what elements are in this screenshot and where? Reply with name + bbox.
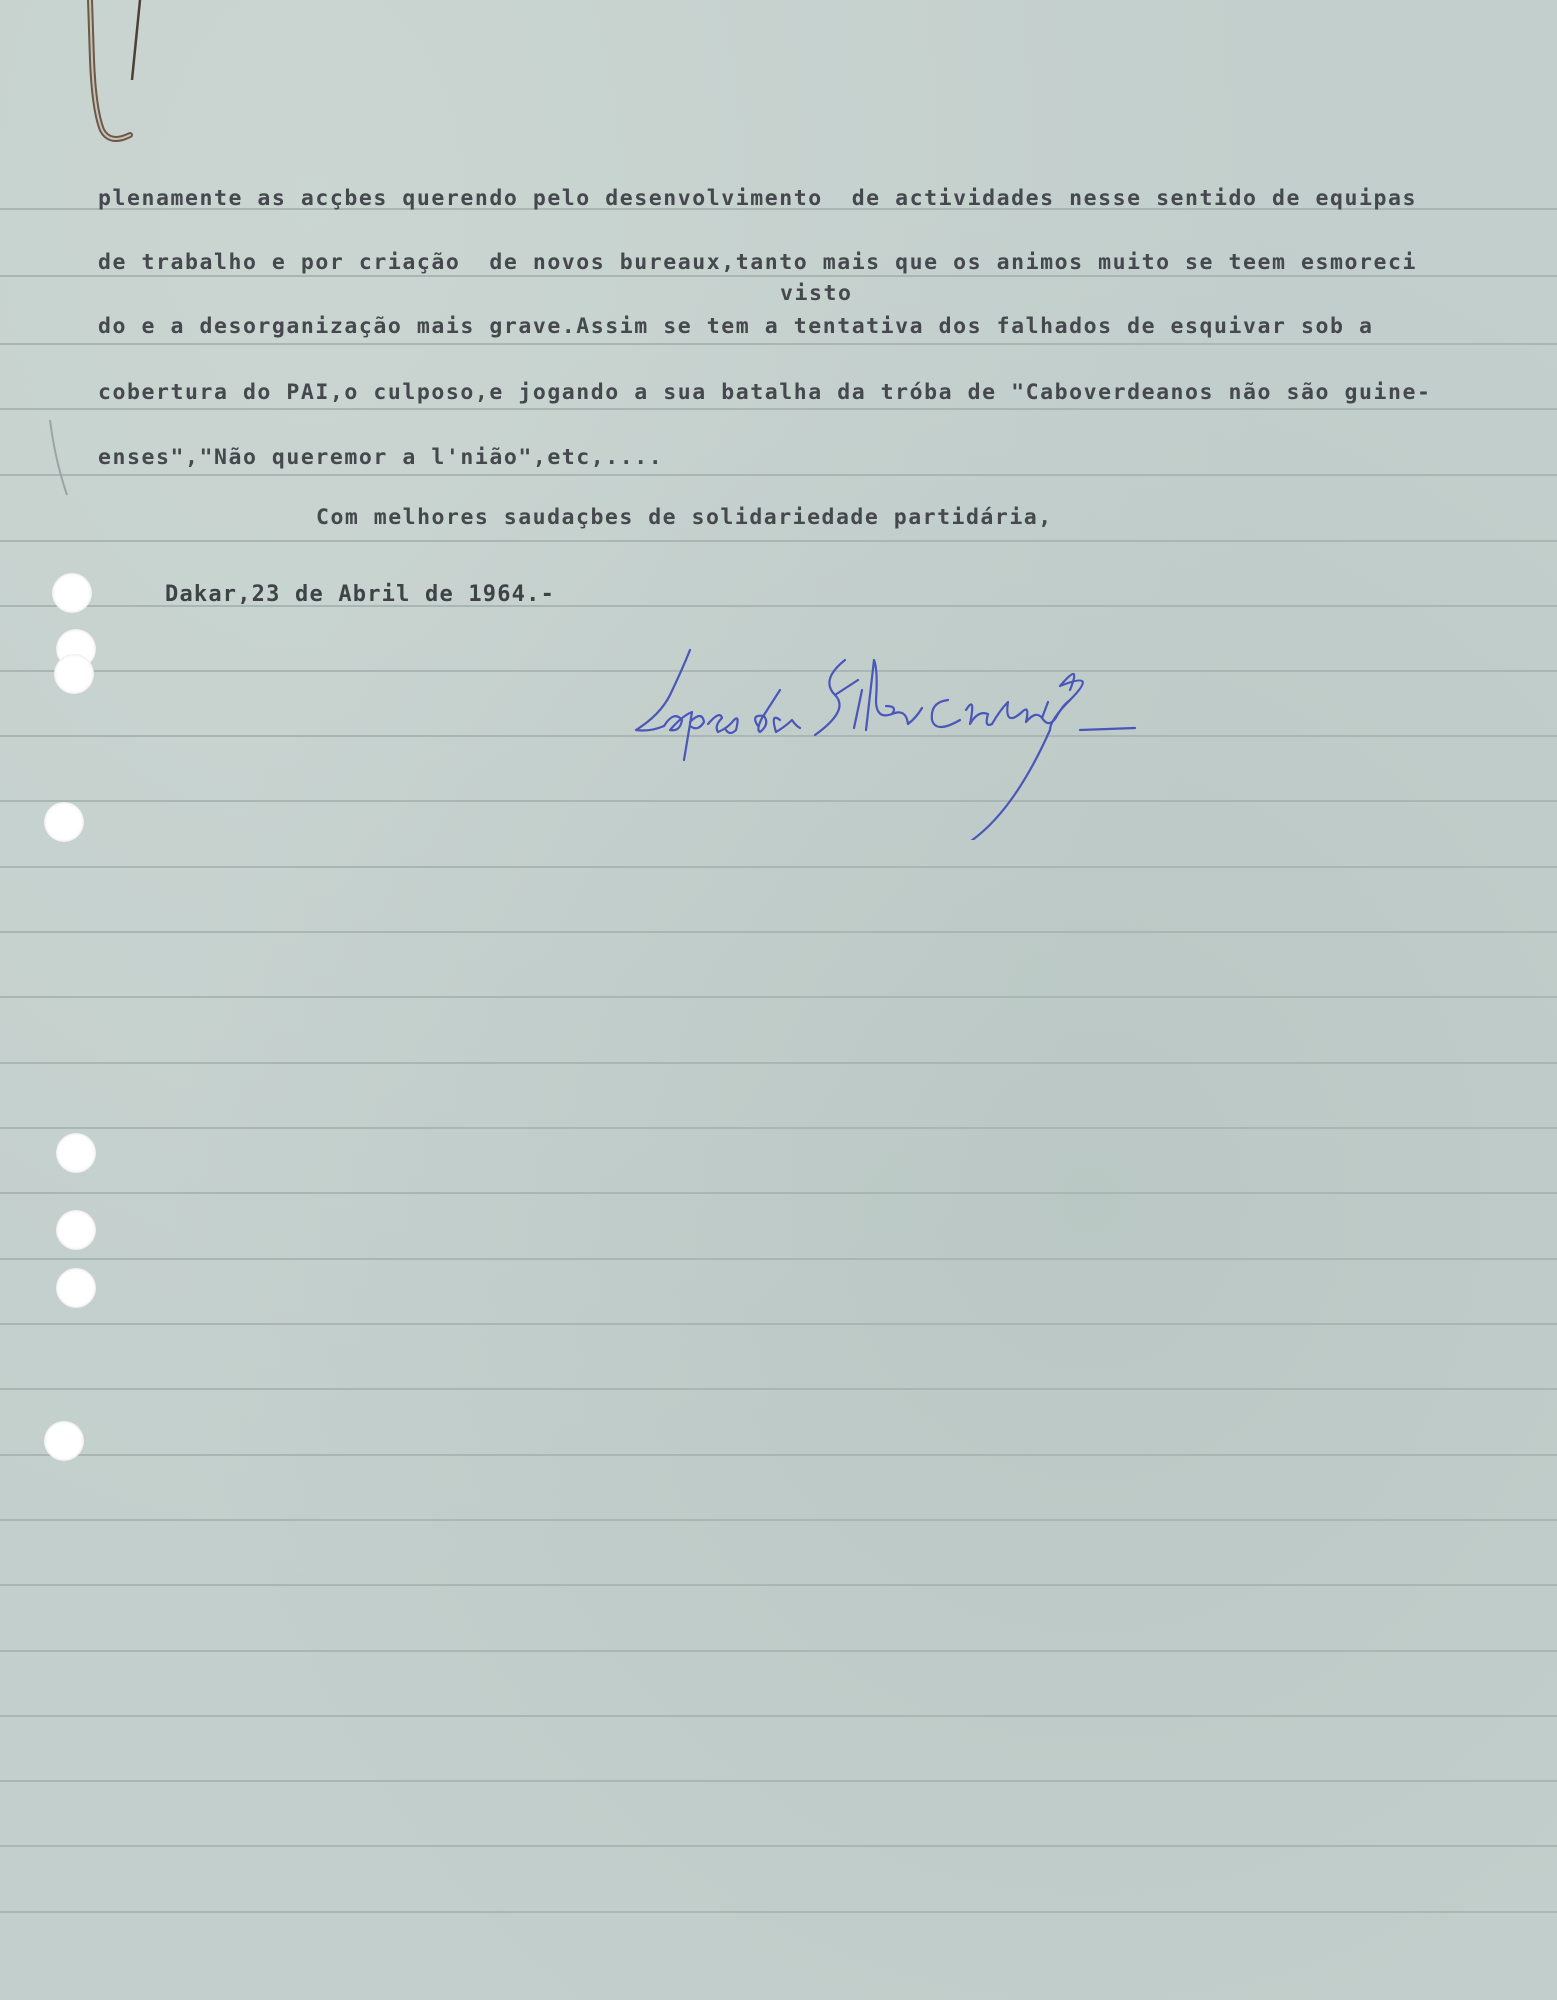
ruled-line [0, 1519, 1557, 1521]
ruled-line [0, 275, 1557, 277]
body-line-5: enses","Não queremor a l'nião",etc,.... [98, 445, 664, 470]
body-line-1: plenamente as acçbes querendo pelo desenvolvimento de actividades nesse sentido de equipas [98, 186, 1417, 211]
ruled-line [0, 540, 1557, 542]
ruled-line [0, 1454, 1557, 1456]
ruled-line [0, 1062, 1557, 1064]
body-line-2: de trabalho e por criação de novos bureaux,tanto mais que os animos muito se teem esmoreci [98, 250, 1417, 275]
punch-hole [44, 802, 84, 842]
margin-mark [45, 420, 75, 500]
punch-hole [56, 1133, 96, 1173]
staple-mark-icon [80, 0, 160, 150]
body-line-3: do e a desorganização mais grave.Assim se tem a tentativa dos falhados de esquivar sob a [98, 314, 1374, 339]
ruled-line [0, 1911, 1557, 1913]
ruled-line [0, 1715, 1557, 1717]
ruled-line [0, 1388, 1557, 1390]
punch-hole [44, 1421, 84, 1461]
ruled-line [0, 474, 1557, 476]
ruled-line [0, 343, 1557, 345]
handwritten-signature [630, 640, 1190, 840]
punch-hole [56, 1268, 96, 1308]
ruled-line [0, 1127, 1557, 1129]
ruled-line [0, 1192, 1557, 1194]
ruled-line [0, 1650, 1557, 1652]
ruled-line [0, 1780, 1557, 1782]
body-line-4: cobertura do PAI,o culposo,e jogando a sua batalha da tróba de "Caboverdeanos não são guine- [98, 380, 1432, 405]
punch-hole [52, 573, 92, 613]
inserted-word: visto [780, 281, 853, 306]
punch-hole [54, 654, 94, 694]
closing-line: Com melhores saudaçbes de solidariedade partidária, [316, 505, 1053, 530]
ruled-line [0, 1323, 1557, 1325]
ruled-line [0, 931, 1557, 933]
ruled-line [0, 1845, 1557, 1847]
ruled-line [0, 408, 1557, 410]
date-line: Dakar,23 de Abril de 1964.- [165, 582, 556, 607]
ruled-line [0, 996, 1557, 998]
punch-hole [56, 1210, 96, 1250]
ruled-line [0, 1258, 1557, 1260]
ruled-line [0, 866, 1557, 868]
ruled-line [0, 1584, 1557, 1586]
